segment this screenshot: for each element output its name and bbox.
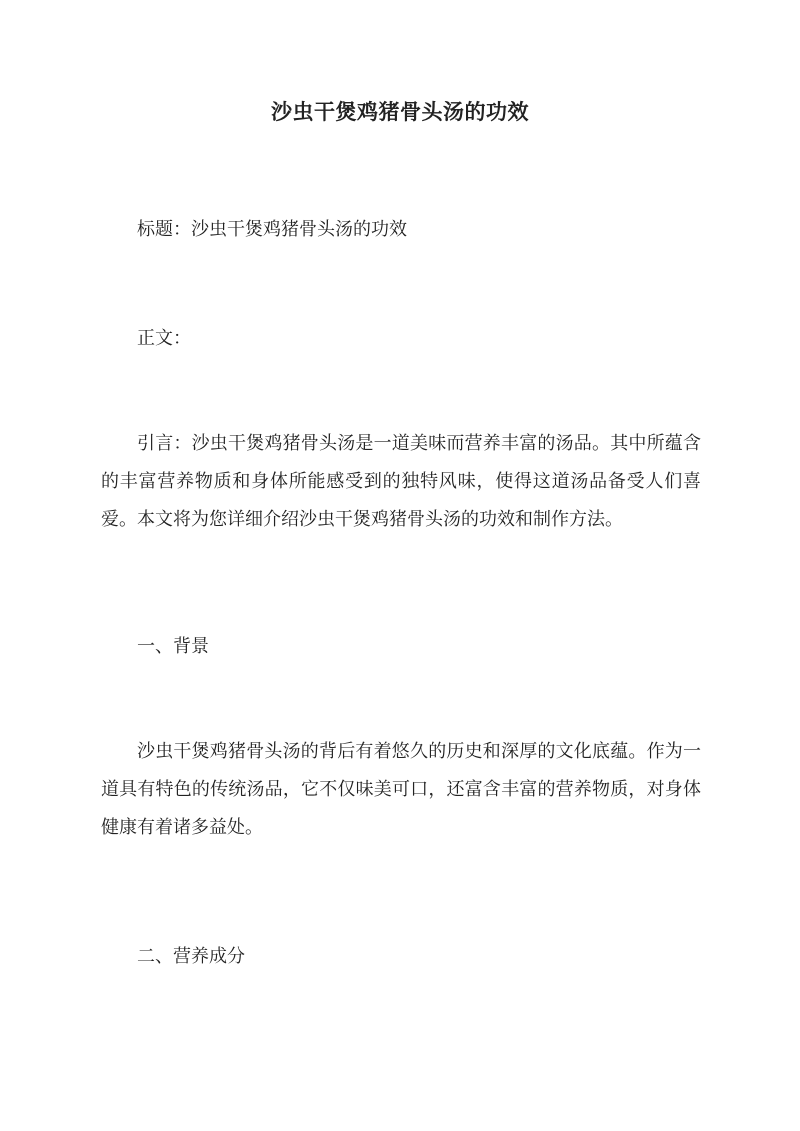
title-label-line: 标题：沙虫干煲鸡猪骨头汤的功效 (137, 219, 407, 240)
background-paragraph: 沙虫干煲鸡猪骨头汤的背后有着悠久的历史和深厚的文化底蕴。作为一道具有特色的传统汤品，它不仅味美可口，还富含丰富的营养物质，对身体健康有着诸多益处。 (101, 741, 701, 838)
section-heading-background: 一、背景 (137, 636, 209, 657)
intro-paragraph: 引言：沙虫干煲鸡猪骨头汤是一道美味而营养丰富的汤品。其中所蕴含的丰富营养物质和身体所能感受到的独特风味，使得这道汤品备受人们喜爱。本文将为您详细介绍沙虫干煲鸡猪骨头汤的功效和制作方法。 (101, 433, 701, 530)
body-label: 正文： (137, 328, 191, 349)
section-heading-nutrition: 二、营养成分 (137, 946, 245, 967)
document-title: 沙虫干煲鸡猪骨头汤的功效 (271, 99, 529, 124)
